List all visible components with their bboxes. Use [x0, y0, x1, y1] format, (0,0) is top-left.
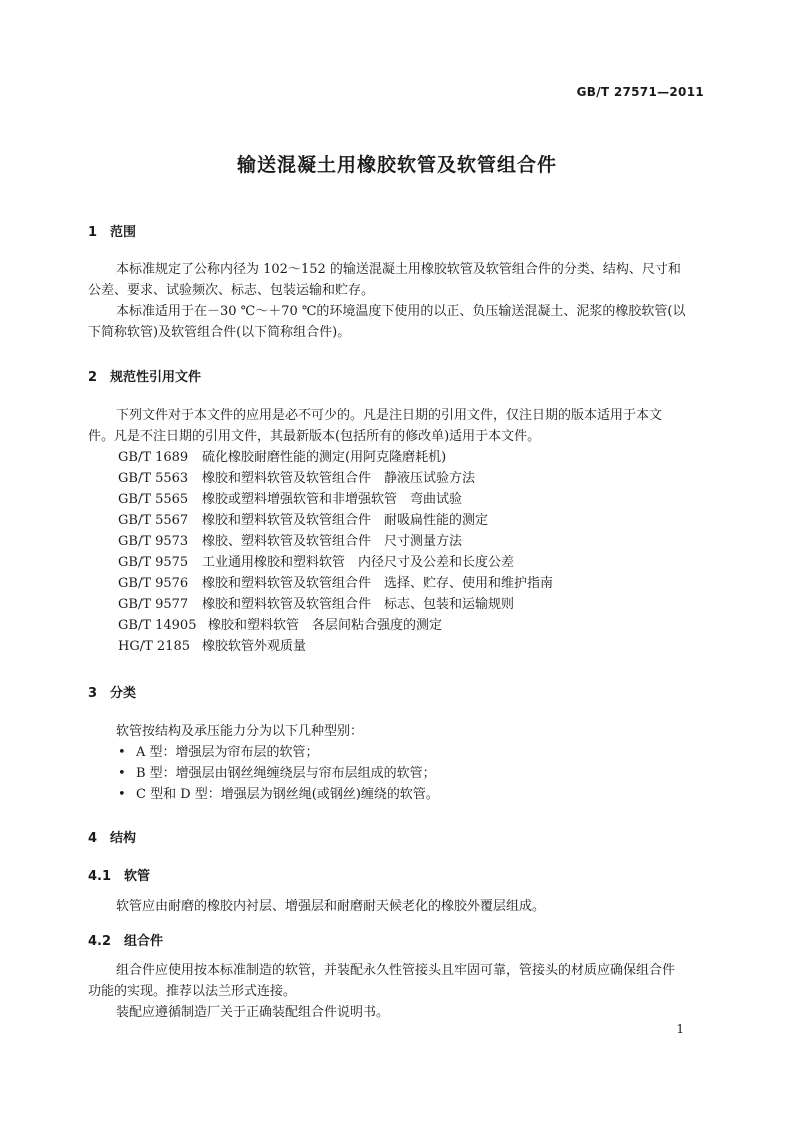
- reference-title: 硫化橡胶耐磨性能的测定(用阿克隆磨耗机): [202, 450, 447, 465]
- section-number: 4.2: [88, 934, 112, 949]
- bullet-icon: •: [118, 787, 126, 802]
- reference-code: GB/T 5563: [118, 471, 189, 486]
- reference-title: 橡胶和塑料软管及软管组合件 耐吸扁性能的测定: [202, 513, 489, 528]
- section-title: 结构: [110, 831, 137, 846]
- section-4-2-heading: [88, 930, 163, 949]
- text-line: 软管按结构及承压能力分为以下几种型别：: [116, 724, 364, 739]
- section-4-2-paragraph-1: [88, 960, 708, 1002]
- section-4-1-heading: [88, 865, 150, 884]
- text-line: 软管应由耐磨的橡胶内衬层、增强层和耐磨耐天候老化的橡胶外覆层组成。: [116, 899, 546, 914]
- reference-item: [118, 468, 475, 489]
- section-title: 软管: [124, 869, 151, 884]
- reference-code: GB/T 5567: [118, 513, 189, 528]
- section-number: 1: [88, 225, 98, 240]
- section-2-paragraph: [88, 405, 708, 447]
- reference-item: [118, 510, 488, 531]
- section-4-1-paragraph: [88, 896, 708, 917]
- section-title: 范围: [110, 225, 137, 240]
- reference-title: 橡胶、塑料软管及软管组合件 尺寸测量方法: [202, 534, 463, 549]
- reference-item: [118, 594, 514, 615]
- bullet-item: [118, 742, 319, 763]
- section-number: 3: [88, 686, 98, 701]
- reference-title: 橡胶和塑料软管 各层间粘合强度的测定: [208, 618, 443, 633]
- section-title: 规范性引用文件: [110, 370, 202, 385]
- reference-title: 橡胶或塑料增强软管和非增强软管 弯曲试验: [202, 492, 463, 507]
- text-line: 组合件应使用按本标准制造的软管，并装配永久性管接头且牢固可靠，管接头的材质应确保组合件: [116, 963, 676, 978]
- reference-title: 橡胶和塑料软管及软管组合件 选择、贮存、使用和维护指南: [202, 576, 554, 591]
- bullet-text: A 型：增强层为帘布层的软管；: [136, 745, 319, 760]
- reference-code: GB/T 9577: [118, 597, 189, 612]
- section-4-2-paragraph-2: [88, 1002, 708, 1023]
- text-line: 件。凡是不注日期的引用文件，其最新版本(包括所有的修改单)适用于本文件。: [88, 429, 541, 444]
- text-line: 公差、要求、试验频次、标志、包装运输和贮存。: [88, 283, 375, 298]
- section-1-paragraph-2: [88, 301, 708, 343]
- standard-number: GB/T 27571—2011: [576, 85, 704, 99]
- section-4-heading: [88, 827, 136, 846]
- page-number: 1: [676, 1022, 684, 1036]
- section-3-intro: [88, 721, 708, 742]
- text-line: 下列文件对于本文件的应用是必不可少的。凡是注日期的引用文件，仅注日期的版本适用于本文: [116, 408, 663, 423]
- reference-item: [118, 447, 446, 468]
- bullet-text: C 型和 D 型：增强层为钢丝绳(或钢丝)缠绕的软管。: [136, 787, 439, 802]
- text-line: 本标准规定了公称内径为 102～152 的输送混凝土用橡胶软管及软管组合件的分类、结构、尺寸和: [116, 262, 681, 277]
- reference-code: GB/T 5565: [118, 492, 189, 507]
- text-line: 装配应遵循制造厂关于正确装配组合件说明书。: [116, 1005, 390, 1020]
- reference-code: HG/T 2185: [118, 639, 190, 654]
- section-title: 组合件: [124, 934, 164, 949]
- text-line: 功能的实现。推荐以法兰形式连接。: [88, 984, 297, 999]
- section-number: 4.1: [88, 869, 112, 884]
- bullet-text: B 型：增强层由钢丝绳缠绕层与帘布层组成的软管；: [136, 766, 436, 781]
- reference-code: GB/T 1689: [118, 450, 189, 465]
- reference-code: GB/T 14905: [118, 618, 197, 633]
- reference-item: [118, 552, 514, 573]
- section-3-heading: [88, 682, 136, 701]
- reference-item: [118, 489, 462, 510]
- section-number: 4: [88, 831, 98, 846]
- reference-item: [118, 573, 553, 594]
- bullet-item: [118, 784, 439, 805]
- section-number: 2: [88, 370, 98, 385]
- text-line: 下简称软管)及软管组合件(以下简称组合件)。: [88, 325, 351, 340]
- section-1-heading: [88, 221, 136, 240]
- reference-title: 橡胶和塑料软管及软管组合件 标志、包装和运输规则: [202, 597, 515, 612]
- reference-title: 橡胶和塑料软管及软管组合件 静液压试验方法: [202, 471, 476, 486]
- bullet-icon: •: [118, 766, 126, 781]
- text-line: 本标准适用于在－30 ℃～＋70 ℃的环境温度下使用的以正、负压输送混凝土、泥浆的橡胶软管(以: [116, 304, 686, 319]
- reference-code: GB/T 9573: [118, 534, 189, 549]
- bullet-icon: •: [118, 745, 126, 760]
- reference-title: 橡胶软管外观质量: [202, 639, 307, 654]
- reference-title: 工业通用橡胶和塑料软管 内径尺寸及公差和长度公差: [202, 555, 515, 570]
- section-1-paragraph-1: [88, 259, 708, 301]
- section-2-heading: [88, 366, 201, 385]
- reference-code: GB/T 9575: [118, 555, 189, 570]
- reference-item: [118, 615, 442, 636]
- section-title: 分类: [110, 686, 137, 701]
- reference-item: [118, 636, 306, 657]
- reference-item: [118, 531, 462, 552]
- reference-code: GB/T 9576: [118, 576, 189, 591]
- document-title: 输送混凝土用橡胶软管及软管组合件: [236, 154, 557, 176]
- bullet-item: [118, 763, 436, 784]
